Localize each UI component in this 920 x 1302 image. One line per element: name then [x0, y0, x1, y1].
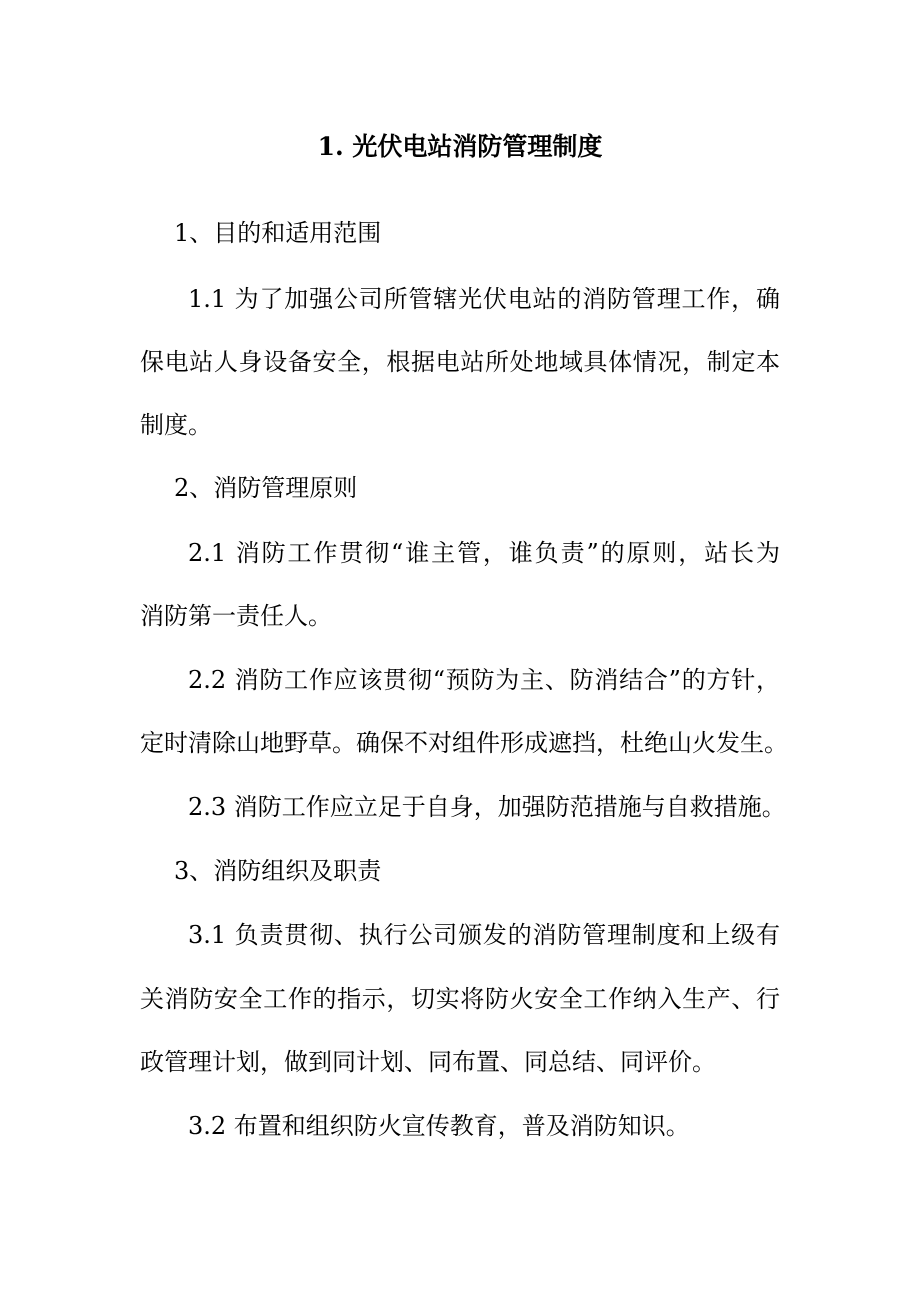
paragraph-1-1-line-1: 1.1 为了加强公司所管辖光伏电站的消防管理工作，确	[188, 285, 780, 313]
paragraph-3-1-line-2: 关消防安全工作的指示，切实将防火安全工作纳入生产、行	[140, 985, 780, 1013]
paragraph-3-2: 3.2 布置和组织防火宣传教育，普及消防知识。	[188, 1112, 690, 1140]
paragraph-1-1-line-3: 制度。	[140, 411, 212, 439]
paragraph-2-1-line-1: 2.1 消防工作贯彻“谁主管，谁负责”的原则，站长为	[188, 539, 780, 567]
paragraph-2-2-line-1: 2.2 消防工作应该贯彻“预防为主、防消结合”的方针，	[188, 666, 780, 694]
paragraph-1-1-line-2: 保电站人身设备安全，根据电站所处地域具体情况，制定本	[140, 348, 780, 376]
paragraph-2-3: 2.3 消防工作应立足于自身，加强防范措施与自救措施。	[188, 793, 786, 821]
paragraph-3-1-line-3: 政管理计划，做到同计划、同布置、同总结、同评价。	[140, 1048, 716, 1076]
section-heading-3: 3、消防组织及职责	[174, 857, 382, 885]
document-title: 1. 光伏电站消防管理制度	[317, 132, 603, 161]
paragraph-3-1-line-1: 3.1 负责贯彻、执行公司颁发的消防管理制度和上级有	[188, 921, 780, 949]
paragraph-2-2-line-2: 定时清除山地野草。确保不对组件形成遮挡，杜绝山火发生。	[140, 729, 788, 757]
paragraph-2-1-line-2: 消防第一责任人。	[140, 602, 332, 630]
section-heading-2: 2、消防管理原则	[174, 474, 358, 502]
section-heading-1: 1、目的和适用范围	[174, 219, 382, 247]
